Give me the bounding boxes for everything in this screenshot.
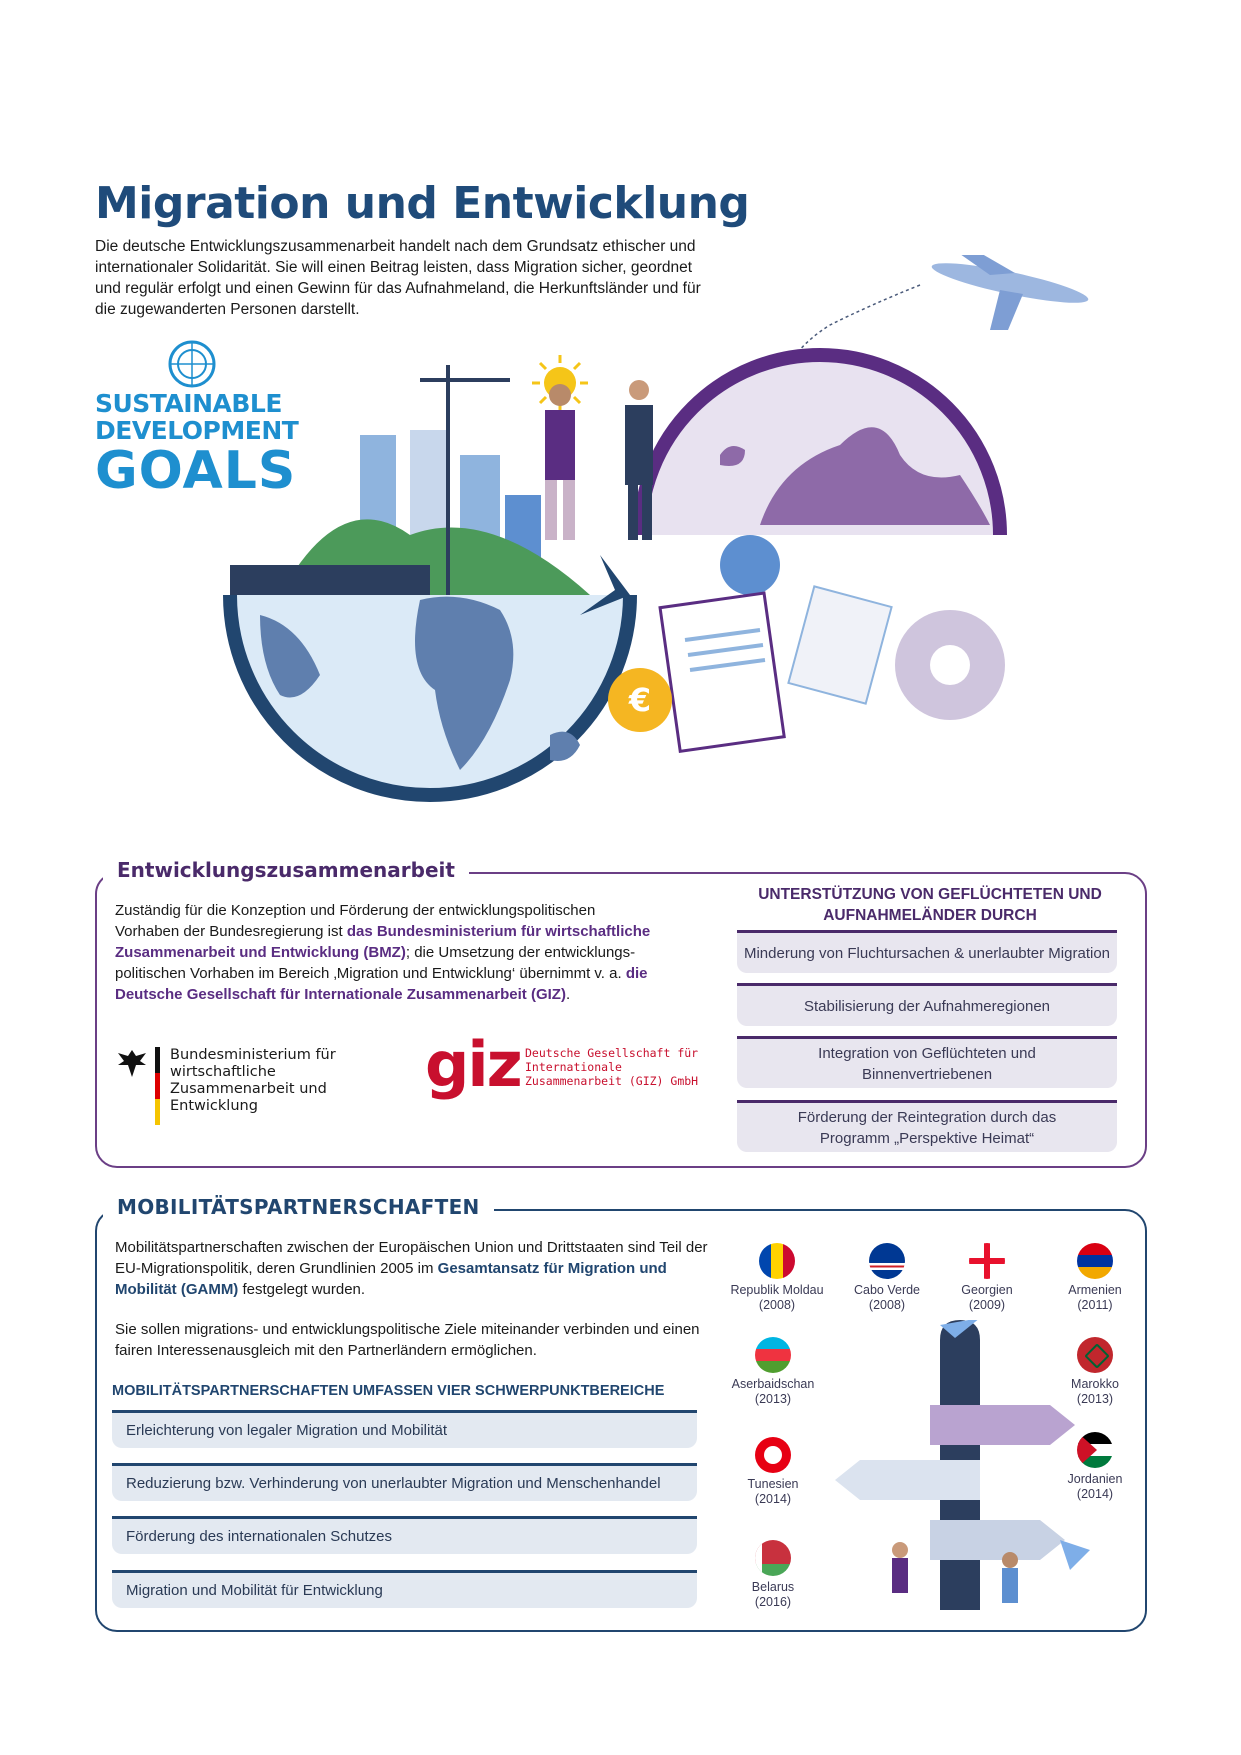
bmz-logo-text: Bundesministerium für wirtschaftliche Zusammenarbeit und Entwicklung xyxy=(170,1047,336,1114)
support-item: Minderung von Fluchtursachen & unerlaubter Migration xyxy=(737,930,1117,973)
intro-text: Die deutsche Entwicklungszusammenarbeit handelt nach dem Grundsatz ethischer und internationaler Solidarität. Sie will einen Beitrag leisten, dass Migration sicher, geordnet und regulär erfolgt und einen Gewinn für das Aufnahmeland, die Herkunftsländer und für die zugewanderten Personen darstellt. xyxy=(95,238,701,318)
country-moldova xyxy=(722,1243,832,1313)
sdg-line3: GOALS xyxy=(95,441,297,501)
country-armenia xyxy=(1040,1243,1150,1313)
mp-area-item: Erleichterung von legaler Migration und Mobilität xyxy=(112,1410,697,1448)
sdg-line1: SUSTAINABLE xyxy=(95,389,282,418)
country-name: Tunesien xyxy=(747,1477,799,1491)
country-name: Belarus xyxy=(751,1580,795,1594)
country-name: Armenien xyxy=(1068,1283,1122,1297)
country-year: (2014) xyxy=(754,1492,792,1506)
country-name: Jordanien xyxy=(1067,1472,1123,1486)
signpost-illustration xyxy=(830,1320,1100,1620)
mp-area-item: Migration und Mobilität für Entwicklung xyxy=(112,1570,697,1608)
un-emblem-icon xyxy=(157,338,227,390)
country-name: Georgien xyxy=(961,1283,1013,1297)
flag-tunisia-icon xyxy=(755,1437,791,1473)
country-year: (2016) xyxy=(754,1595,792,1609)
country-belarus xyxy=(718,1540,828,1610)
support-title: UNTERSTÜTZUNG VON GEFLÜCHTETEN UND AUFNAHMELÄNDER DURCH xyxy=(758,886,1102,924)
giz-wordmark: giz xyxy=(425,1028,521,1101)
country-cabo-verde xyxy=(832,1243,942,1313)
eagle-icon xyxy=(115,1047,149,1081)
bmz-logo xyxy=(115,1047,375,1137)
mp-areas-title: MOBILITÄTSPARTNERSCHAFTEN UMFASSEN VIER SCHWERPUNKTBEREICHE xyxy=(112,1383,665,1399)
hero-illustration xyxy=(220,255,1140,865)
people-handshake xyxy=(545,380,653,540)
ez-text-c: . xyxy=(565,986,571,1003)
document-gears xyxy=(608,535,1005,751)
ez-highlight-bmz: das Bundesministerium für wirtschaftliche Zusammenarbeit und Entwicklung (BMZ) xyxy=(115,923,651,961)
mp-text-a: Mobilitätspartnerschaften zwischen der Europäischen Union und Drittstaaten sind Teil der EU-Migrationspolitik, deren Grundlinien 2005 im xyxy=(115,1239,708,1277)
mp-area-item: Reduzierung bzw. Verhinderung von unerlaubter Migration und Menschenhandel xyxy=(112,1463,697,1501)
country-year: (2013) xyxy=(754,1392,792,1406)
country-year: (2008) xyxy=(868,1298,906,1312)
support-item: Stabilisierung der Aufnahmeregionen xyxy=(737,983,1117,1026)
sdg-line2: DEVELOPMENT xyxy=(95,416,299,445)
city-skyline xyxy=(230,365,590,595)
mp-highlight-gamm: Gesamtansatz für Migration und Mobilität (GAMM) xyxy=(115,1260,667,1298)
globe-europe xyxy=(640,355,1000,535)
ez-section-title: Entwicklungszusammenarbeit xyxy=(103,858,469,882)
flag-cabo-verde-icon xyxy=(869,1243,905,1279)
support-item: Integration von Geflüchteten und Binnenvertriebenen xyxy=(737,1036,1117,1088)
ez-text-b: ; die Umsetzung der entwicklungspolitischen Vorhaben im Bereich ‚Migration und Entwicklung‘ übernimmt v. a. xyxy=(115,944,636,982)
giz-logo-text: Deutsche Gesellschaft für Internationale Zusammenarbeit (GIZ) GmbH xyxy=(525,1046,699,1088)
country-year: (2011) xyxy=(1077,1298,1113,1312)
ez-description xyxy=(115,900,660,1005)
country-azerbaijan xyxy=(718,1337,828,1407)
country-year: (2009) xyxy=(968,1298,1006,1312)
flag-belarus-icon xyxy=(755,1540,791,1576)
country-year: (2013) xyxy=(1076,1392,1114,1406)
flag-azerbaijan-icon xyxy=(755,1337,791,1373)
page-title: Migration und Entwicklung xyxy=(95,178,750,229)
country-tunisia xyxy=(718,1437,828,1507)
support-item: Förderung der Reintegration durch das Programm „Perspektive Heimat“ xyxy=(737,1100,1117,1152)
country-name: Aserbaidschan xyxy=(731,1377,815,1391)
country-name: Cabo Verde xyxy=(853,1283,921,1297)
flag-armenia-icon xyxy=(1077,1243,1113,1279)
flag-georgia-icon xyxy=(969,1243,1005,1279)
mp-area-item: Förderung des internationalen Schutzes xyxy=(112,1516,697,1554)
ez-text-a: Zuständig für die Konzeption und Förderung der entwicklungspolitischen Vorhaben der Bundesregierung ist xyxy=(115,902,596,940)
flag-moldova-icon xyxy=(759,1243,795,1279)
country-name: Marokko xyxy=(1071,1377,1119,1391)
country-name: Republik Moldau xyxy=(730,1283,824,1297)
giz-logo xyxy=(425,1028,705,1101)
mp-text-b: festgelegt wurden. xyxy=(238,1281,366,1298)
mp-section-title: MOBILITÄTSPARTNERSCHAFTEN xyxy=(103,1195,494,1219)
ez-highlight-giz: die Deutsche Gesellschaft für Internationale Zusammenarbeit (GIZ) xyxy=(115,965,648,1003)
mp-description-1 xyxy=(115,1237,710,1300)
svg-text:€: € xyxy=(628,681,652,719)
mp-description-2: Sie sollen migrations- und entwicklungspolitische Ziele miteinander verbinden und einen fairen Interessenausgleich mit den Partnerländern ermöglichen. xyxy=(115,1321,700,1359)
country-year: (2008) xyxy=(758,1298,796,1312)
country-year: (2014) xyxy=(1076,1487,1114,1501)
country-georgia xyxy=(932,1243,1042,1313)
